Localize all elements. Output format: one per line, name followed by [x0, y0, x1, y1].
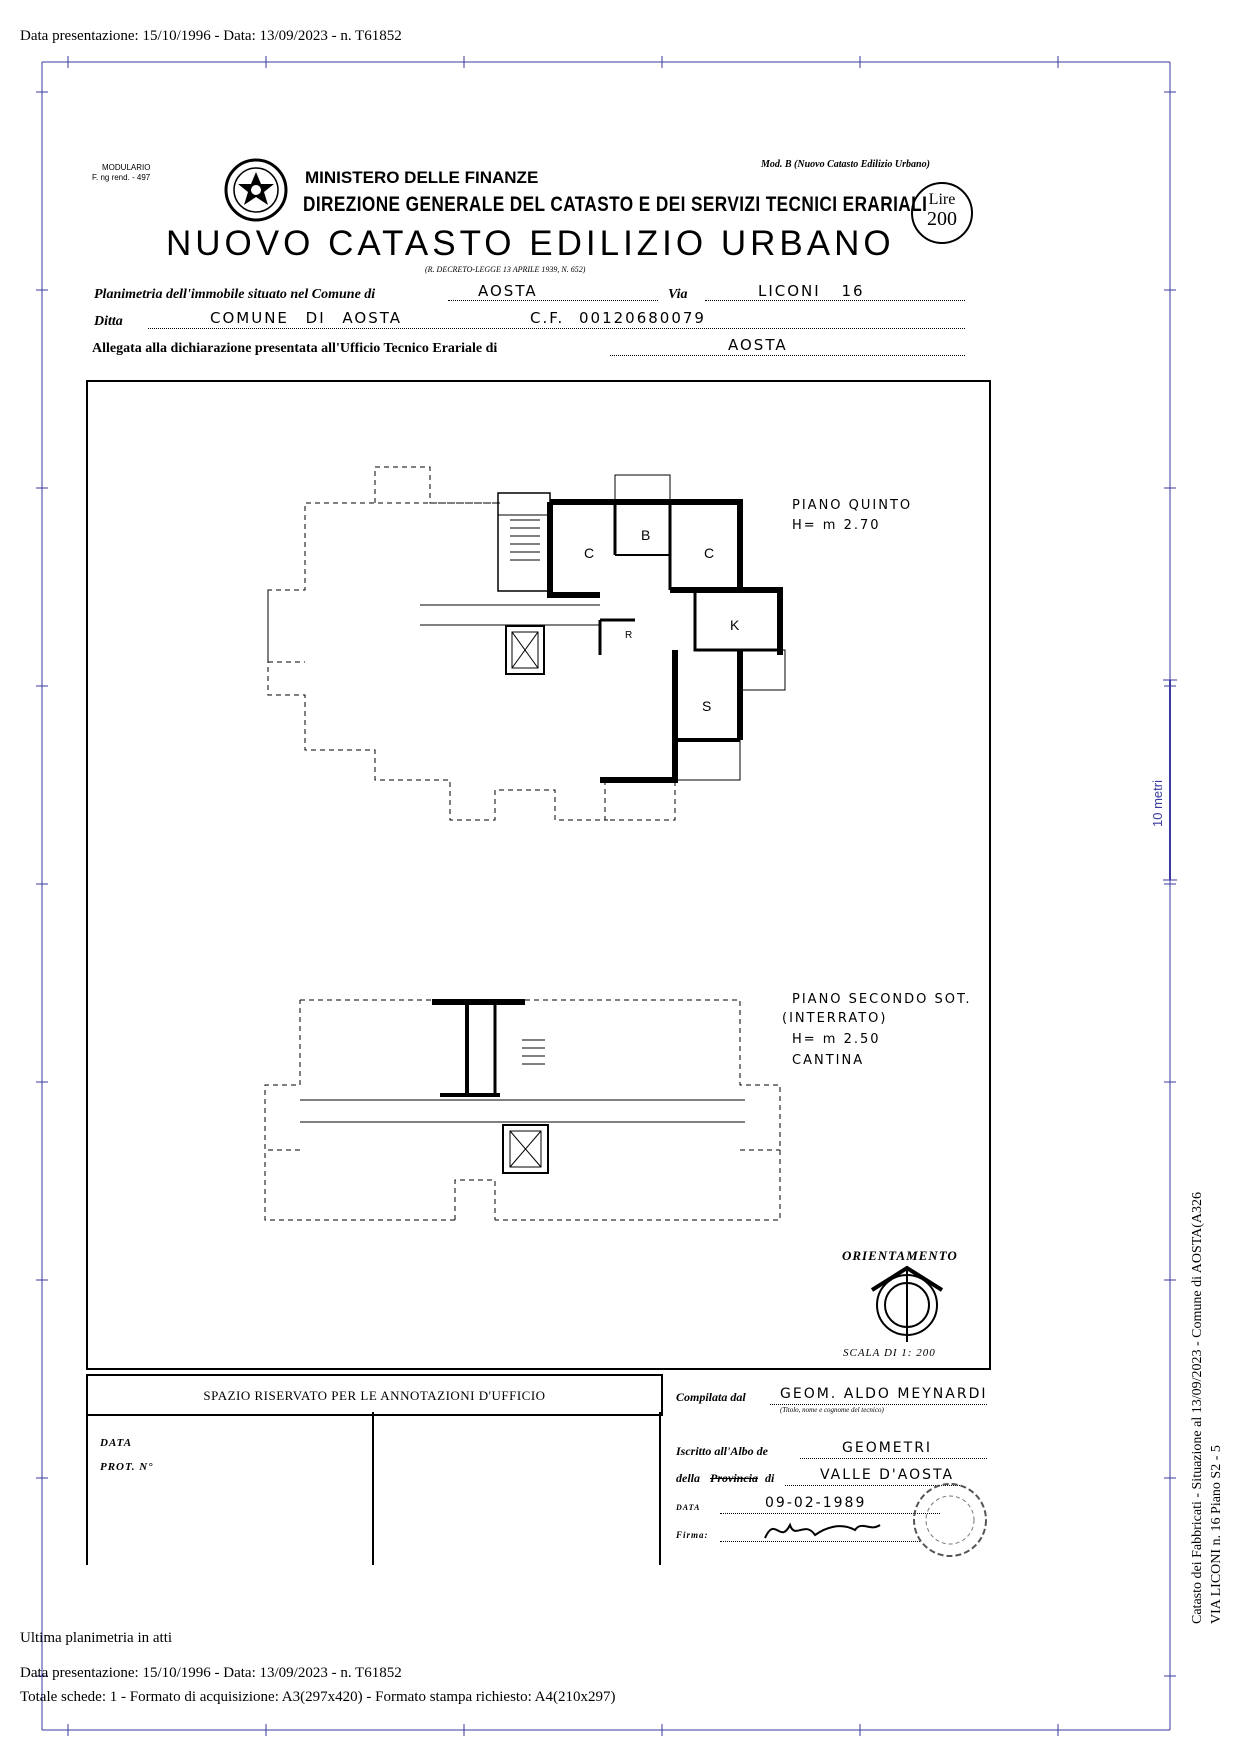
orientation-label: ORIENTAMENTO — [842, 1248, 958, 1263]
provincia-line — [785, 1485, 960, 1486]
modulario-label: MODULARIO — [102, 163, 151, 172]
lower-floor-subtitle: (INTERRATO) — [782, 1011, 888, 1026]
compiler-data-line — [720, 1513, 940, 1514]
ufficio-line — [610, 355, 965, 356]
compilata-note: (Titolo, nome e cognome del tecnico) — [780, 1406, 884, 1414]
compilata-label: Compilata dal — [676, 1390, 746, 1404]
office-box-header — [86, 1374, 663, 1416]
top-presentation-line: Data presentazione: 15/10/1996 - Data: 13/09/2023 - n. T61852 — [20, 28, 402, 44]
upper-floor-height: H= m 2.70 — [792, 518, 881, 533]
model-label: Mod. B (Nuovo Catasto Edilizio Urbano) — [761, 159, 930, 170]
via-value: LICONI 16 — [758, 282, 865, 300]
lower-floor-height: H= m 2.50 — [792, 1032, 881, 1047]
direzione-name: DIREZIONE GENERALE DEL CATASTO E DEI SERVIZI TECNICI ERARIALI — [303, 193, 928, 216]
comune-line — [448, 300, 658, 301]
iscritto-value: GEOMETRI — [842, 1440, 933, 1456]
provincia-struck: Provincia — [710, 1471, 758, 1485]
fee-stamp-value: 200 — [927, 208, 957, 230]
footer-line2: Totale schede: 1 - Formato di acquisizione: A3(297x420) - Formato stampa richiesto: A4(210x297) — [20, 1689, 616, 1705]
comune-value: AOSTA — [478, 282, 538, 300]
firma-line — [720, 1541, 920, 1542]
ministry-name: MINISTERO DELLE FINANZE — [305, 168, 539, 187]
cf-value: C.F. 00120680079 — [530, 309, 706, 327]
office-data-label: DATA — [100, 1437, 133, 1449]
room-label: C — [704, 545, 715, 561]
fee-stamp — [911, 182, 973, 244]
side-vertical-line1: Catasto dei Fabbricati - Situazione al 13/09/2023 - Comune di AOSTA(A326 — [1190, 1191, 1205, 1624]
ufficio-value: AOSTA — [728, 336, 788, 354]
office-box-left-border — [86, 1412, 88, 1565]
planimetria-label: Planimetria dell'immobile situato nel Comune di — [94, 287, 376, 302]
compilata-line — [770, 1404, 987, 1405]
footer-line1: Data presentazione: 15/10/1996 - Data: 13/09/2023 - n. T61852 — [20, 1665, 402, 1681]
ditta-line — [148, 328, 965, 329]
room-label: K — [730, 617, 740, 633]
footer-ultima: Ultima planimetria in atti — [20, 1630, 173, 1646]
side-vertical-line2: VIA LICONI n. 16 Piano S2 - 5 — [1209, 1445, 1224, 1624]
della-label: della — [676, 1471, 700, 1485]
modulario-code: F. ng rend. - 497 — [92, 173, 151, 182]
via-label: Via — [668, 287, 688, 302]
room-label: C — [584, 545, 595, 561]
allegata-label: Allegata alla dichiarazione presentata all'Ufficio Tecnico Erariale di — [92, 341, 498, 356]
room-label: R — [625, 630, 633, 641]
iscritto-label: Iscritto all'Albo de — [676, 1444, 769, 1458]
iscritto-line — [800, 1458, 987, 1459]
via-line — [705, 300, 965, 301]
decreto-reference: (R. DECRETO-LEGGE 13 APRILE 1939, N. 652) — [425, 265, 586, 274]
lower-floor-title: PIANO SECONDO SOT. — [792, 992, 972, 1007]
upper-floor-title: PIANO QUINTO — [792, 498, 913, 513]
scale-label: SCALA DI 1: 200 — [843, 1347, 936, 1359]
firma-label: Firma: — [676, 1530, 709, 1540]
office-box-divider — [372, 1412, 374, 1565]
compiler-data-value: 09-02-1989 — [765, 1495, 867, 1511]
compiler-data-label: DATA — [676, 1503, 701, 1512]
room-label: B — [641, 527, 651, 543]
ditta-label: Ditta — [94, 314, 123, 329]
office-box-right-border — [659, 1412, 661, 1565]
room-label: S — [702, 698, 712, 714]
office-prot-label: PROT. N° — [100, 1461, 154, 1473]
fee-stamp-label: Lire — [928, 191, 956, 208]
scale-bar-label: 10 metri — [1150, 780, 1165, 827]
di-label: di — [765, 1471, 775, 1485]
lower-floor-use: CANTINA — [792, 1053, 865, 1068]
compilata-value: GEOM. ALDO MEYNARDI — [780, 1386, 988, 1402]
provincia-value: VALLE D'AOSTA — [820, 1467, 955, 1483]
office-box-title: SPAZIO RISERVATO PER LE ANNOTAZIONI D'UFFICIO — [203, 1388, 546, 1403]
ditta-value: COMUNE DI AOSTA — [210, 309, 402, 327]
document-title: NUOVO CATASTO EDILIZIO URBANO — [166, 224, 895, 263]
